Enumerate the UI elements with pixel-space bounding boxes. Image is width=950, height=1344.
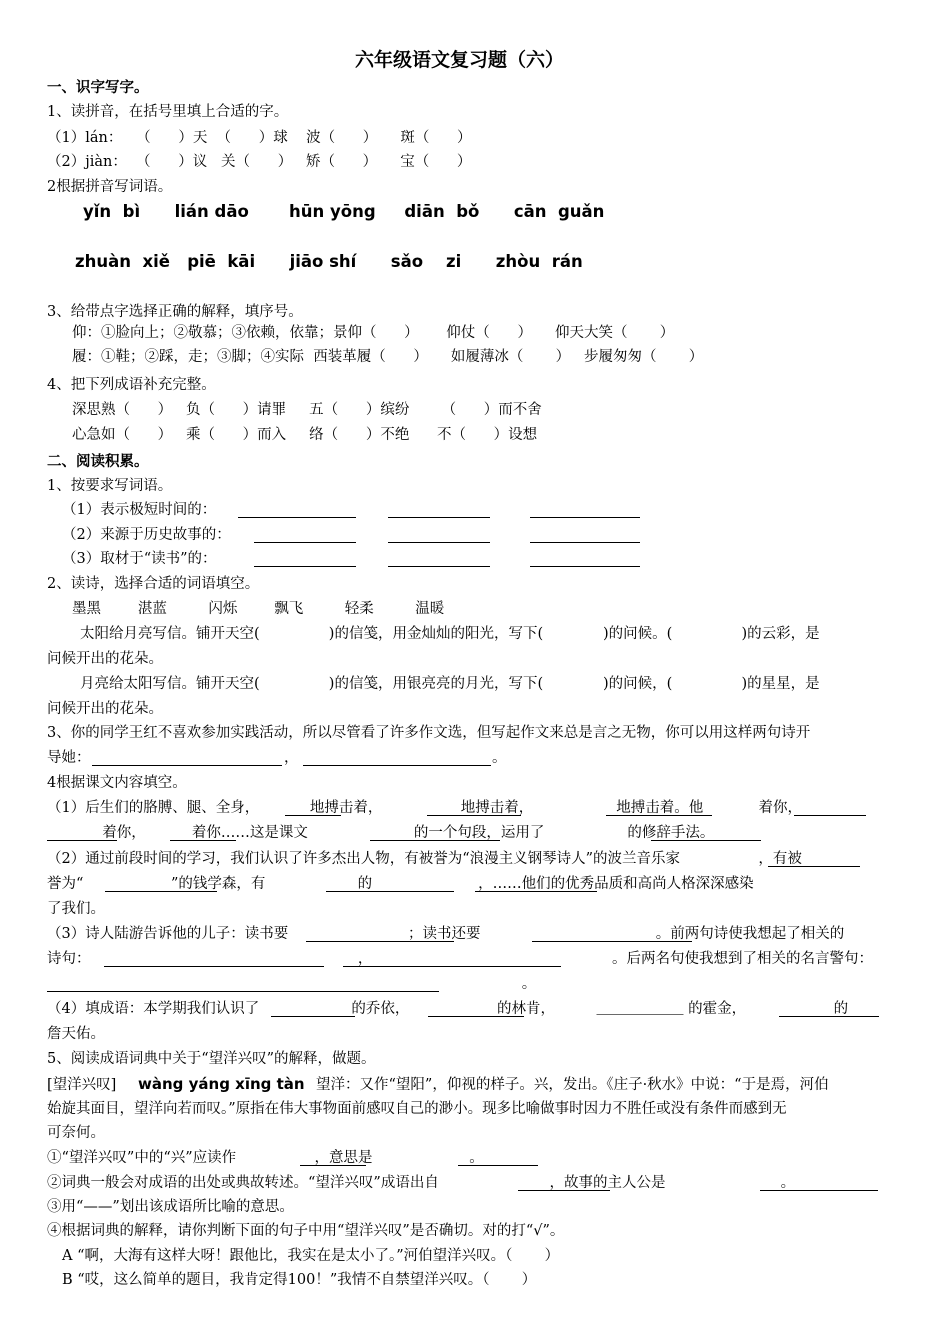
section-1-heading: 一、识字写字。	[47, 80, 149, 96]
answer-blank[interactable]	[530, 517, 640, 518]
answer-blank[interactable]	[760, 1190, 878, 1191]
s2q4-line-2: 着你， 着你……这是课文 的一个句段，运用了 的修辞手法。	[47, 825, 715, 841]
answer-blank[interactable]	[651, 840, 761, 841]
s2q5-prompt: 5、阅读成语词典中关于“望洋兴叹”的解释，做题。	[47, 1051, 376, 1067]
s2q4-prompt: 4根据课文内容填空。	[47, 775, 187, 791]
q3-row-yang: 仰：①脸向上；②敬慕；③依赖，依靠；景仰（ ） 仰仗（ ） 仰天大笑（ ）	[72, 325, 675, 341]
answer-blank[interactable]	[606, 815, 712, 816]
answer-blank[interactable]	[303, 765, 491, 766]
s2q4-line-3: （2）通过前段时间的学习，我们认识了许多杰出人物，有被誉为“浪漫主义钢琴诗人”的波兰音乐家 ，有被	[47, 851, 802, 867]
answer-blank[interactable]	[47, 991, 439, 992]
dict-def-3: 可奈何。	[47, 1125, 105, 1141]
s2q4-line-1: （1）后生们的胳膊、腿、全身， 地搏击着， 地搏击着， 地搏击着。他 着你，	[47, 800, 803, 816]
s2q2-poem-2a: 月亮给太阳写信。铺开天空( )的信笺，用银亮亮的月光，写下( )的问候，( )的星星，是	[80, 676, 820, 692]
answer-blank[interactable]	[532, 941, 692, 942]
dict-def-1: 望洋：又作“望阳”，仰视的样子。兴，发出。《庄子·秋水》中说：“于是焉，河伯	[316, 1077, 829, 1093]
answer-blank[interactable]	[388, 566, 490, 567]
answer-blank[interactable]	[254, 542, 356, 543]
answer-blank[interactable]	[388, 542, 490, 543]
q1-prompt: 1、读拼音，在括号里填上合适的字。	[47, 104, 289, 120]
s2q1-item-b: （2）来源于历史故事的：	[62, 527, 231, 543]
answer-blank[interactable]	[530, 566, 640, 567]
answer-blank[interactable]	[271, 1016, 355, 1017]
s2q1-item-c: （3）取材于“读书”的：	[62, 551, 217, 567]
s2q1-prompt: 1、按要求写词语。	[47, 478, 173, 494]
answer-blank[interactable]	[779, 1016, 879, 1017]
dict-def-2: 始旋其面目，望洋向若而叹。”原指在伟大事物面前感叹自己的渺小。现多比喻做事时因力不胜任或没有条件而感到无	[47, 1101, 787, 1117]
s2q5-item-4: ④根据词典的解释，请你判断下面的句子中用“望洋兴叹”是否确切。对的打“√”。	[47, 1223, 565, 1239]
q3-prompt: 3、给带点字选择正确的解释，填序号。	[47, 304, 303, 320]
answer-blank[interactable]	[238, 517, 356, 518]
s2q5-option-b: B “哎，这么简单的题目，我肯定得100！”我情不自禁望洋兴叹。（ ）	[62, 1272, 537, 1288]
q1-row-jian: （2）jiàn： （ ）议 关（ ） 矫（ ） 宝（ ）	[47, 154, 472, 170]
s2q5-option-a: A “啊，大海有这样大呀！跟他比，我实在是太小了。”河伯望洋兴叹。（ ）	[62, 1248, 560, 1264]
answer-blank[interactable]	[285, 815, 341, 816]
answer-blank[interactable]	[794, 815, 866, 816]
answer-blank[interactable]	[104, 966, 324, 967]
section-2-heading: 二、阅读积累。	[47, 454, 149, 470]
answer-blank[interactable]	[427, 815, 521, 816]
q2-prompt: 2根据拼音写词语。	[47, 179, 173, 195]
pinyin-row-1: yǐn bì lián dāo hūn yōng diān bǒ cān guǎn	[83, 202, 605, 221]
answer-blank[interactable]	[370, 840, 500, 841]
answer-blank[interactable]	[326, 891, 454, 892]
q3-row-lv: 履：①鞋；②踩，走；③脚；④实际 西装革履（ ） 如履薄冰（ ） 步履匆匆（ ）	[72, 349, 704, 365]
s2q2-poem-1b: 问候开出的花朵。	[47, 651, 163, 667]
dict-pinyin: wàng yáng xīng tàn	[138, 1075, 305, 1093]
s2q2-poem-2b: 问候开出的花朵。	[47, 701, 163, 717]
s2q2-poem-1a: 太阳给月亮写信。铺开天空( )的信笺，用金灿灿的阳光，写下( )的问候。( )的云彩，是	[80, 626, 820, 642]
answer-blank[interactable]	[518, 1190, 610, 1191]
answer-blank[interactable]	[428, 1016, 524, 1017]
answer-blank[interactable]	[343, 966, 561, 967]
answer-blank[interactable]	[300, 1165, 366, 1166]
s2q4-line-7: 诗句： ， 。后两名句使我想到了相关的名言警句：	[47, 951, 874, 967]
answer-blank[interactable]	[530, 542, 640, 543]
s2q2-word-bank: 墨黑 湛蓝 闪烁 飘飞 轻柔 温暖	[72, 601, 445, 617]
s2q4-line-5: 了我们。	[47, 901, 105, 917]
s2q3-period: 。	[492, 750, 507, 766]
answer-blank[interactable]	[475, 891, 597, 892]
s2q4-line-8: 。	[47, 976, 537, 992]
answer-blank[interactable]	[388, 517, 490, 518]
s2q2-prompt: 2、读诗，选择合适的词语填空。	[47, 576, 260, 592]
s2q3-line-1: 3、你的同学王红不喜欢参加实践活动，所以尽管看了许多作文选，但写起作文来总是言之无物，你可以用这样两句诗开	[47, 725, 811, 741]
answer-blank[interactable]	[92, 765, 282, 766]
s2q5-item-1: ①“望洋兴叹”中的“兴”应读作 ，意思是 。	[47, 1150, 484, 1166]
answer-blank[interactable]	[306, 941, 454, 942]
s2q4-line-9: （4）填成语：本学期我们认识了 的乔依， 的林肯， ＿＿＿＿＿＿ 的霍金， 的	[47, 1001, 849, 1017]
page-title: 六年级语文复习题（六）	[355, 49, 565, 71]
dict-headword: [望洋兴叹]	[47, 1077, 117, 1093]
q1-row-lan: （1）lán： （ ）天 （ ）球 波（ ） 斑（ ）	[47, 130, 472, 146]
answer-blank[interactable]	[254, 566, 356, 567]
s2q4-line-10: 詹天佑。	[47, 1026, 105, 1042]
s2q5-item-3: ③用“——”划出该成语所比喻的意思。	[47, 1199, 294, 1215]
answer-blank[interactable]	[768, 866, 860, 867]
s2q5-item-2: ②词典一般会对成语的出处或典故转述。“望洋兴叹”成语出自 ，故事的主人公是 。	[47, 1175, 796, 1191]
answer-blank[interactable]	[105, 891, 217, 892]
s2q4-line-6: （3）诗人陆游告诉他的儿子：读书要 ；读书还要 。前两句诗使我想起了相关的	[47, 926, 845, 942]
q4-row-2: 心急如（ ） 乘（ ）而入 络（ ）不绝 不（ ）设想	[72, 427, 538, 443]
q4-row-1: 深思熟（ ） 负（ ）请罪 五（ ）缤纷 （ ）而不舍	[72, 402, 542, 418]
q4-prompt: 4、把下列成语补充完整。	[47, 377, 216, 393]
s2q4-line-4: 誉为“ ”的钱学森，有 的 ，……他们的优秀品质和高尚人格深深感染	[47, 876, 754, 892]
answer-blank[interactable]	[170, 840, 236, 841]
s2q1-item-a: （1）表示极短时间的：	[62, 502, 217, 518]
answer-blank[interactable]	[47, 840, 117, 841]
pinyin-row-2: zhuàn xiě piē kāi jiāo shí sǎo zi zhòu rán	[75, 252, 583, 271]
s2q3-label: 导她：	[47, 750, 91, 766]
answer-blank[interactable]	[458, 1165, 538, 1166]
s2q3-comma: ，	[284, 750, 299, 766]
